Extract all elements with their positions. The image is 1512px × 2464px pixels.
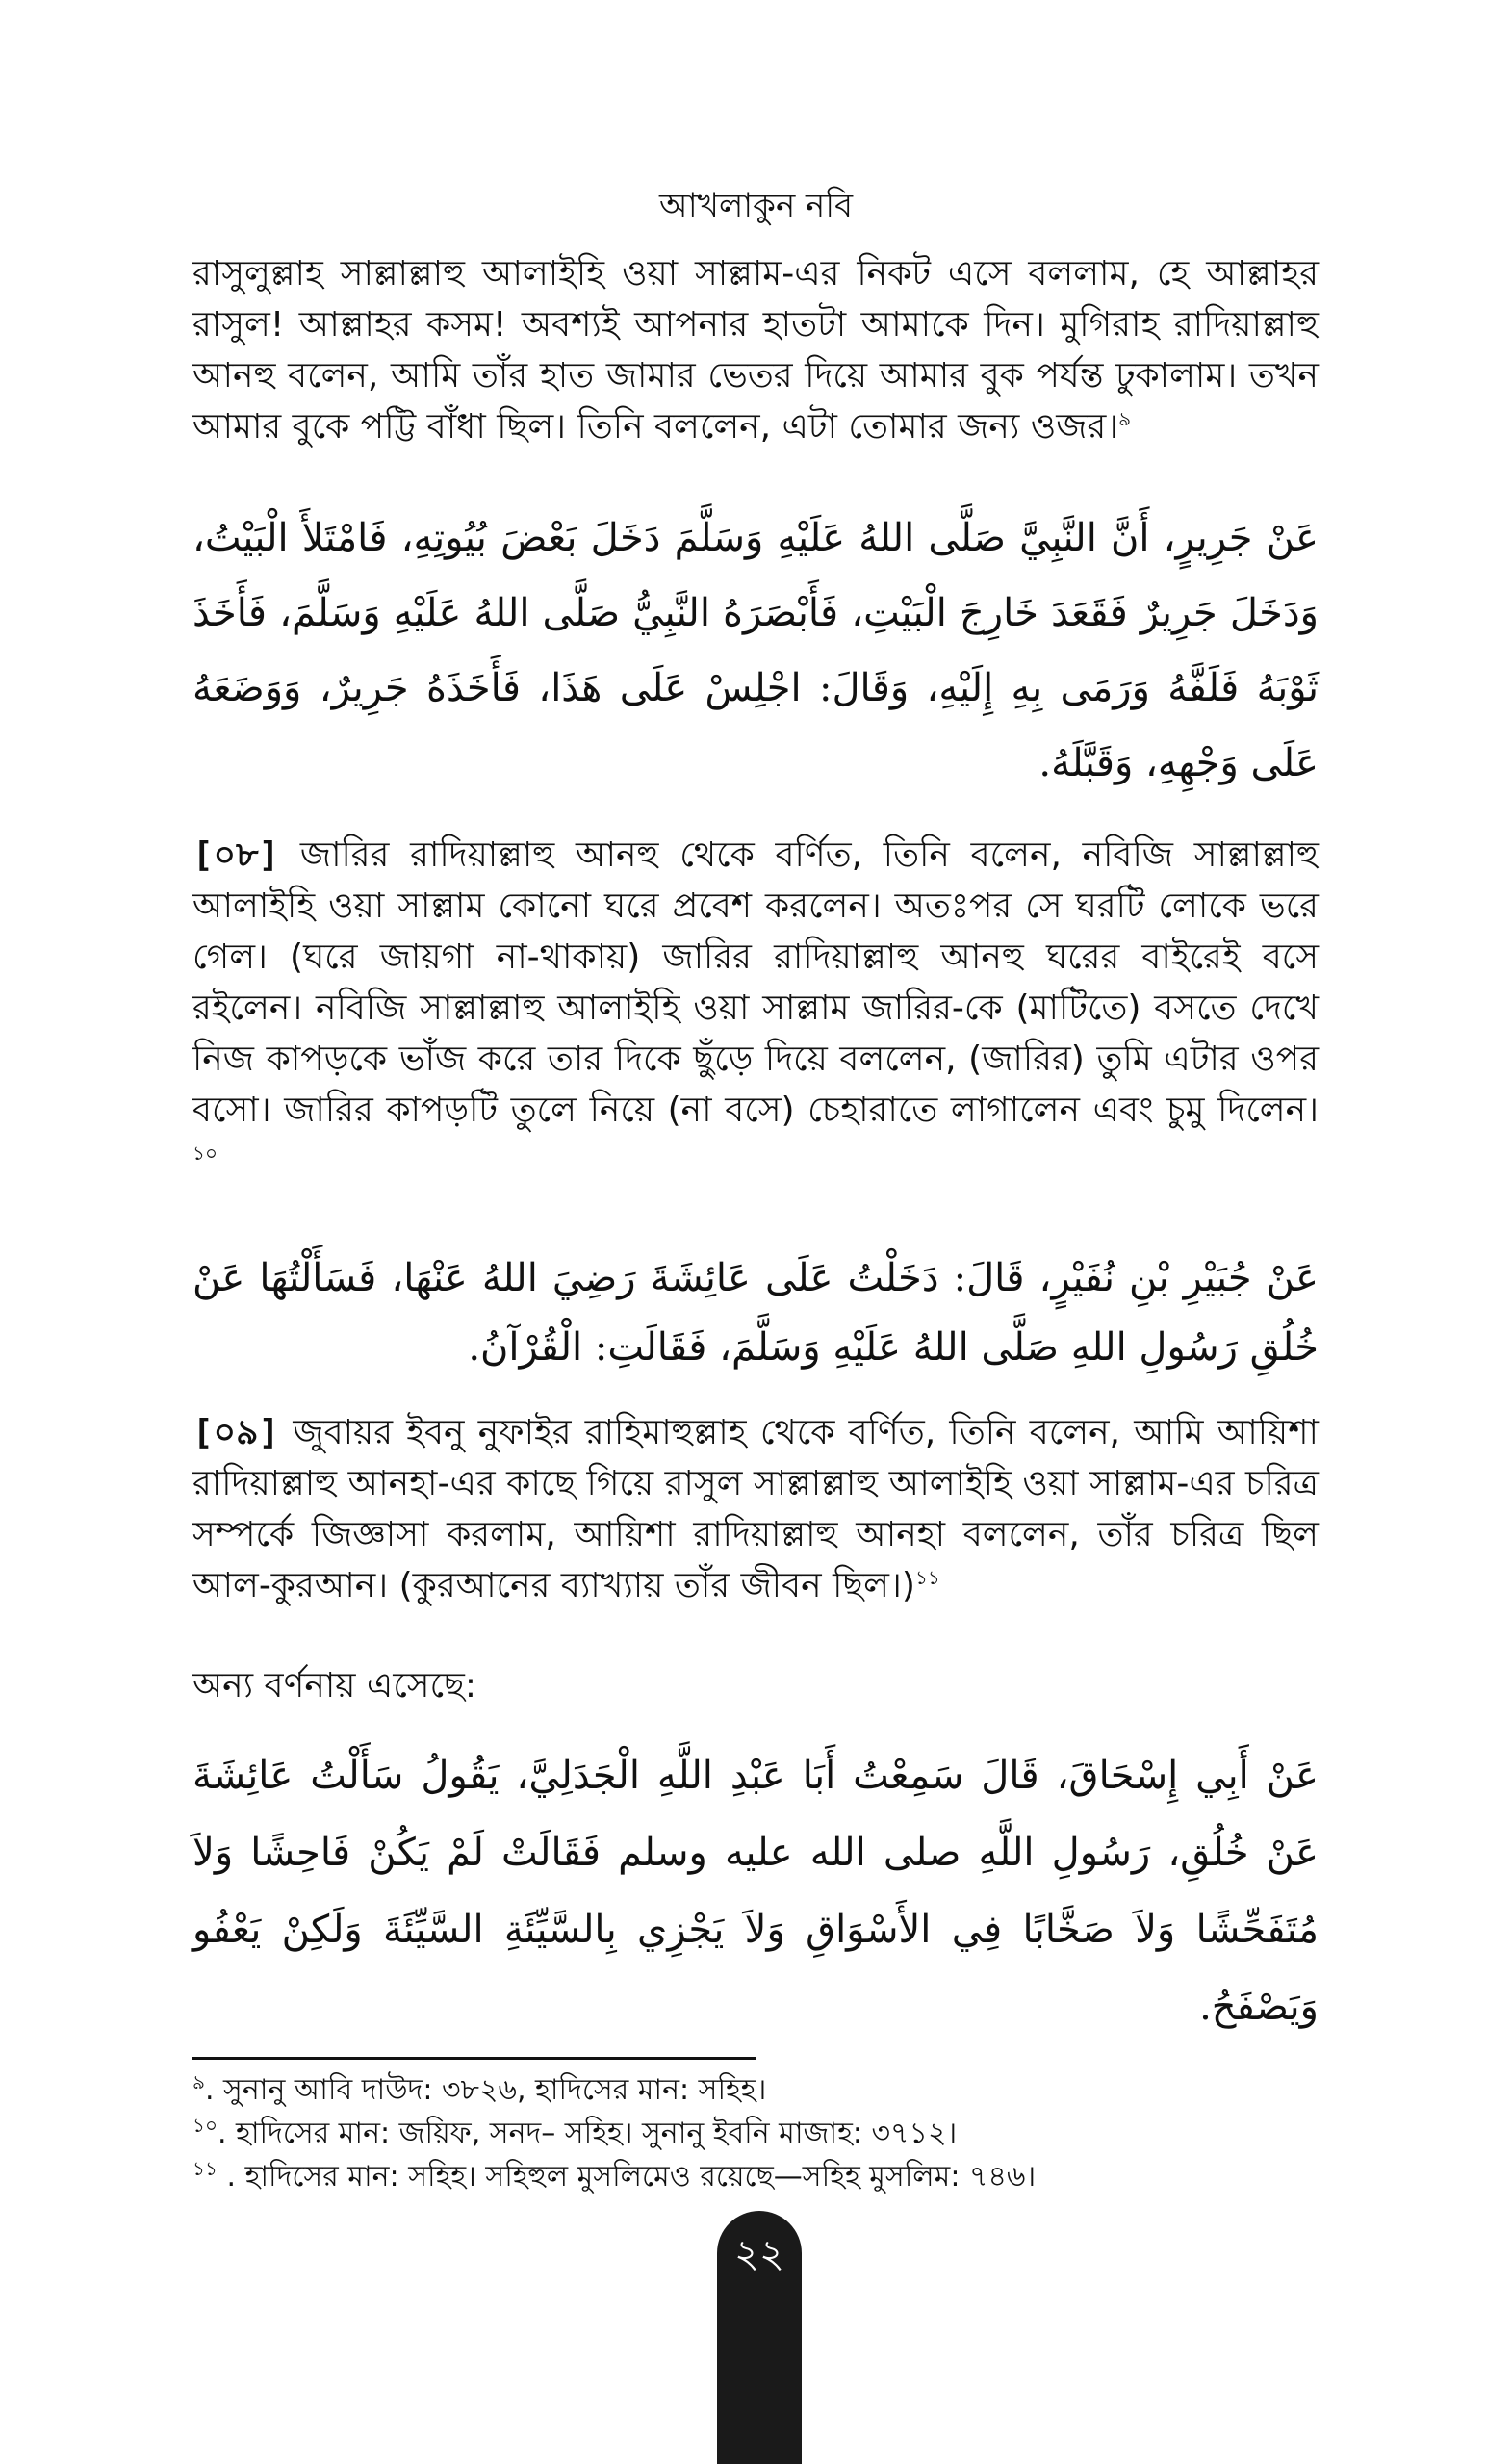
footnote-ref-11[interactable]: ১১ [914, 1566, 940, 1589]
footnote-10 [192, 2115, 1319, 2153]
page-number-tab [717, 2211, 802, 2464]
hadith-08 [192, 830, 1319, 1187]
footnote-9 [192, 2071, 1319, 2110]
footnote-11-text: . হাদিসের মান: সহিহ। সহিহুল মুসলিমেও রয়েছে—সহিহ মুসলিম: ৭৪৬। [217, 2160, 1037, 2194]
page-number: ২২ [733, 2232, 784, 2276]
arabic-hadith-abu-ishaq-text: عَنْ أَبِي إِسْحَاقَ، قَالَ سَمِعْتُ أَبَا عَبْدِ اللَّهِ الْجَدَلِيَّ، يَقُولُ سَأَلْتُ عَائِشَةَ عَنْ خُلُقِ، رَسُولِ اللَّهِ صلى الله عليه وسلم فَقَالَتْ لَمْ يَكُنْ فَاحِشًا وَلاَ مُتَفَحِّشًا وَلاَ صَخَّابًا فِي الأَسْوَاقِ وَلاَ يَجْزِي بِالسَّيِّئَةِ السَّيِّئَةَ وَلَكِنْ يَعْفُو وَيَصْفَحُ. [192, 1754, 1319, 2029]
hadith-09-text: জুবায়র ইবনু নুফাইর রাহিমাহুল্লাহ থেকে বর্ণিত, তিনি বলেন, আমি আয়িশা রাদিয়াল্লাহু আনহা-এর কাছে গিয়ে রাসুল সাল্লাল্লাহু আলাইহি ওয়া সাল্লাম-এর চরিত্র সম্পর্কে জিজ্ঞাসা করলাম, আয়িশা রাদিয়াল্লাহু আনহা বললেন, তাঁর চরিত্র ছিল আল-কুরআন। (কুরআনের ব্যাখ্যায় তাঁর জীবন ছিল।) [192, 1413, 1319, 1605]
footnote-9-text: . সুনানু আবি দাউদ: ৩৮২৬, হাদিসের মান: সহিহ। [204, 2073, 767, 2107]
footnote-11 [192, 2158, 1319, 2196]
arabic-hadith-jarir-text: عَنْ جَرِيرٍ، أَنَّ النَّبِيَّ صَلَّى اللهُ عَلَيْهِ وَسَلَّمَ دَخَلَ بَعْضَ بُيُوتِهِ، فَامْتَلأَ الْبَيْتُ، وَدَخَلَ جَرِيرٌ فَقَعَدَ خَارِجَ الْبَيْتِ، فَأَبْصَرَهُ النَّبِيُّ صَلَّى اللهُ عَلَيْهِ وَسَلَّمَ، فَأَخَذَ ثَوْبَهُ فَلَفَّهُ وَرَمَى بِهِ إِلَيْهِ، وَقَالَ: اجْلِسْ عَلَى هَذَا، فَأَخَذَهُ جَرِيرٌ، وَوَضَعَهُ عَلَى وَجْهِهِ، وَقَبَّلَهُ. [192, 516, 1319, 785]
footnote-ref-10[interactable]: ১০ [192, 1142, 218, 1165]
another-narration-label [192, 1660, 1319, 1711]
arabic-hadith-abu-ishaq [192, 1737, 1319, 2045]
arabic-hadith-jubayr-text: عَنْ جُبَيْرِ بْنِ نُفَيْرٍ، قَالَ: دَخَلْتُ عَلَى عَائِشَةَ رَضِيَ اللهُ عَنْهَا، فَسَأَلْتُهَا عَنْ خُلُقِ رَسُولِ اللهِ صَلَّى اللهُ عَلَيْهِ وَسَلَّمَ، فَقَالَتِ: الْقُرْآنُ. [192, 1256, 1319, 1370]
hadith-08-text: জারির রাদিয়াল্লাহু আনহু থেকে বর্ণিত, তিনি বলেন, নবিজি সাল্লাল্লাহু আলাইহি ওয়া সাল্লাম কোনো ঘরে প্রবেশ করলেন। অতঃপর সে ঘরটি লোকে ভরে গেল। (ঘরে জায়গা না-থাকায়) জারির রাদিয়াল্লাহু আনহু ঘরের বাইরেই বসে রইলেন। নবিজি সাল্লাল্লাহু আলাইহি ওয়া সাল্লাম জারির-কে (মাটিতে) বসতে দেখে নিজ কাপড়কে ভাঁজ করে তার দিকে ছুঁড়ে দিয়ে বললেন, (জারির) তুমি এটার ওপর বসো। জারির কাপড়টি তুলে নিয়ে (না বসে) চেহারাতে লাগালেন এবং চুমু দিলেন। [192, 835, 1319, 1130]
arabic-hadith-jarir [192, 500, 1319, 801]
arabic-hadith-jubayr [192, 1244, 1319, 1382]
paragraph-intro [192, 248, 1319, 452]
footnote-ref-9[interactable]: ৯ [1118, 407, 1132, 430]
footnote-mark-9: ৯ [192, 2070, 205, 2093]
another-narration-text: অন্য বর্ণনায় এসেছে: [192, 1666, 476, 1706]
running-header: আখলাকুন নবি [658, 187, 853, 225]
hadith-09 [192, 1407, 1319, 1611]
footnote-10-text: . হাদিসের মান: জয়িফ, সনদ– সহিহ। সুনানু ইবনি মাজাহ: ৩৭১২। [217, 2117, 958, 2150]
footnote-divider [192, 2057, 756, 2060]
footnote-mark-11: ১১ [192, 2157, 218, 2180]
hadith-number-09: [০৯] [192, 1413, 280, 1452]
hadith-number-08: [০৮] [192, 835, 280, 875]
paragraph-intro-text: রাসুলুল্লাহ সাল্লাল্লাহু আলাইহি ওয়া সাল্লাম-এর নিকট এসে বললাম, হে আল্লাহর রাসুল! আল্লাহর কসম! অবশ্যই আপনার হাতটা আমাকে দিন। মুগিরাহ রাদিয়াল্লাহু আনহু বলেন, আমি তাঁর হাত জামার ভেতর দিয়ে আমার বুক পর্যন্ত ঢুকালাম। তখন আমার বুকে পট্টি বাঁধা ছিল। তিনি বললেন, এটা তোমার জন্য ওজর। [192, 254, 1319, 447]
footnote-mark-10: ১০ [192, 2114, 218, 2137]
